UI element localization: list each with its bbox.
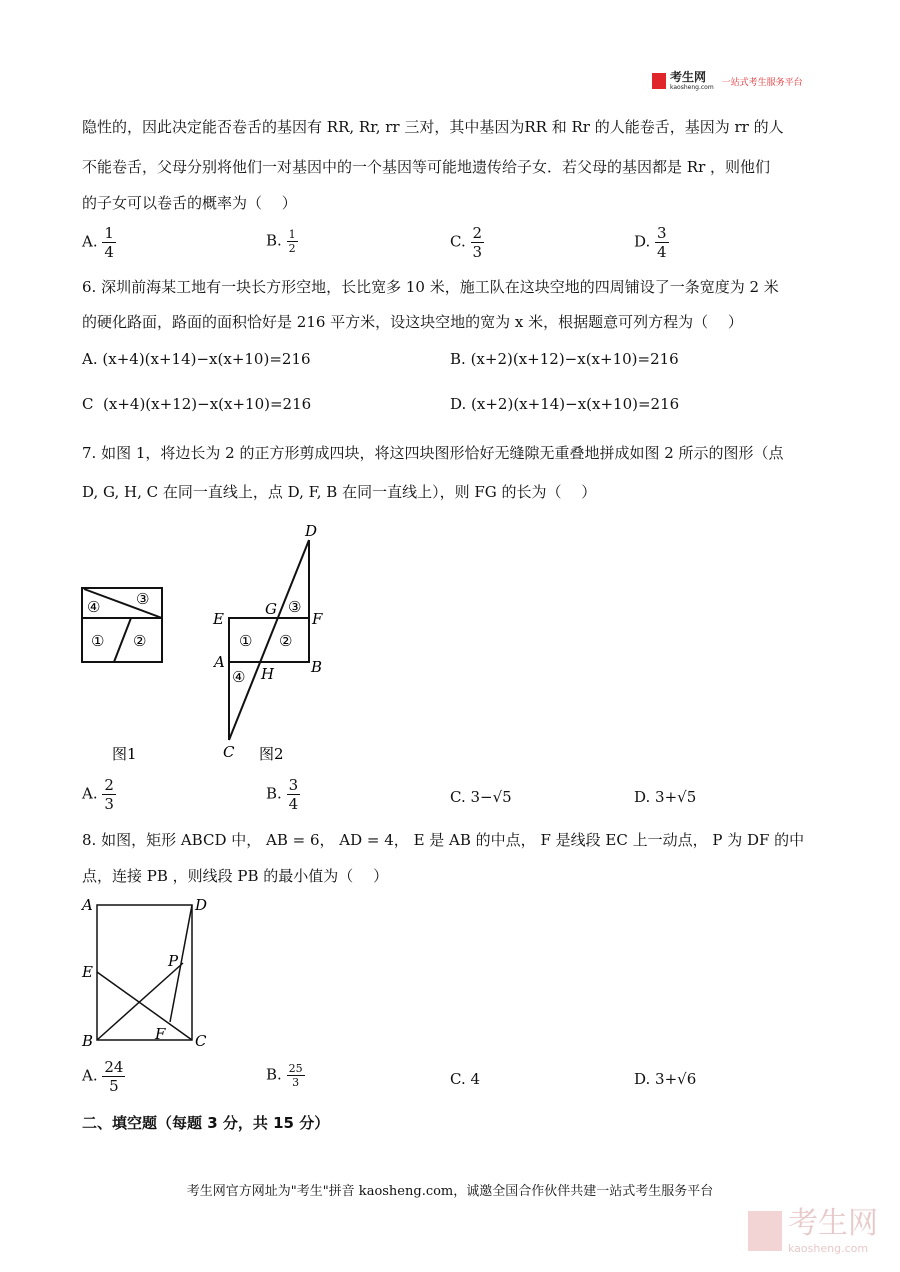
q8-line2: 点，连接 PB ，则线段 PB 的最小值为（ ）: [82, 867, 389, 885]
section-heading: 二、填空题（每题 3 分，共 15 分）: [82, 1114, 330, 1132]
q8-point-f: F: [155, 1025, 166, 1043]
fig1-piece-1: ①: [91, 632, 105, 650]
q5-line1: 隐性的，因此决定能否卷舌的基因有 RR, Rr, rr 三对，其中基因为RR 和 Rr 的人能卷舌，基因为 rr 的人: [82, 118, 784, 136]
fig2-caption: 图2: [259, 745, 284, 763]
numerator: 3: [657, 224, 667, 242]
q5-line2: 不能卷舌，父母分别将他们一对基因中的一个基因等可能地遗传给子女．若父母的基因都是 Rr ，则他们: [82, 158, 771, 176]
numerator: 2: [472, 224, 483, 242]
denominator: 3: [104, 795, 114, 813]
q6-line1: 6. 深圳前海某工地有一块长方形空地，长比宽多 10 米，施工队在这块空地的四周铺设了一条宽度为 2 米: [82, 278, 779, 296]
q8-option-b[interactable]: [266, 1062, 305, 1089]
q6-line2: 的硬化路面，路面的面积恰好是 216 平方米，设这块空地的宽为 x 米，根据题意可列方程为（ ）: [82, 313, 743, 331]
option-label: D.: [634, 1070, 651, 1088]
q8-option-c[interactable]: [450, 1070, 480, 1088]
fig1-piece-3: ③: [136, 590, 150, 608]
option-label: B.: [266, 231, 282, 250]
option-label: A.: [82, 1066, 98, 1085]
numerator: 24: [104, 1058, 124, 1076]
option-text: (x+4)(x+12)−x(x+10)=216: [103, 395, 312, 413]
fig2-piece-2: ②: [279, 632, 293, 650]
option-label: D.: [634, 232, 651, 251]
point-h: H: [261, 665, 275, 683]
q7-option-c[interactable]: [450, 788, 512, 806]
q7-line1: 7. 如图 1，将边长为 2 的正方形剪成四块，将这四块图形恰好无缝隙无重叠地拼成如图 2 所示的图形（点: [82, 444, 784, 462]
fig2-piece-3: ③: [288, 598, 302, 616]
option-text: 3+√6: [655, 1070, 697, 1088]
denominator: 2: [288, 242, 296, 255]
logo-domain: kaosheng.com: [670, 84, 714, 91]
point-e: E: [213, 610, 224, 628]
q7-line2: D, G, H, C 在同一直线上，点 D, F, B 在同一直线上），则 FG 的长为（ ）: [82, 483, 597, 501]
watermark-logo-icon: [748, 1211, 782, 1251]
option-label: C.: [450, 1070, 466, 1088]
fig1-piece-4: ④: [87, 598, 101, 616]
q8-option-d[interactable]: [634, 1070, 696, 1088]
q5-line3: 的子女可以卷舌的概率为（ ）: [82, 194, 297, 212]
option-label: C.: [450, 788, 466, 806]
option-label: B.: [266, 784, 282, 803]
option-text: (x+4)(x+14)−x(x+10)=216: [102, 350, 311, 368]
fig1-caption: 图1: [112, 745, 137, 763]
logo-name: 考生网: [670, 70, 707, 84]
option-label: D.: [450, 395, 467, 413]
point-b: B: [311, 658, 323, 676]
point-f: F: [312, 610, 323, 628]
q8-point-a: A: [82, 896, 93, 914]
watermark: [748, 1206, 878, 1256]
fig1-piece-2: ②: [133, 632, 147, 650]
denominator: 3: [472, 243, 483, 261]
option-text: 3−√5: [470, 788, 512, 806]
q8-option-a[interactable]: [82, 1058, 125, 1095]
q8-line1: 8. 如图，矩形 ABCD 中， AB = 6， AD = 4， E 是 AB 的中点， F 是线段 EC 上一动点， P 为 DF 的中: [82, 831, 805, 849]
q8-point-b: B: [82, 1032, 94, 1050]
q8-point-e: E: [82, 963, 93, 981]
option-text: 4: [470, 1070, 481, 1088]
option-label: A.: [82, 232, 98, 251]
point-a: A: [214, 653, 225, 671]
denominator: 5: [109, 1077, 119, 1095]
option-label: B.: [266, 1065, 282, 1084]
option-label: A.: [82, 784, 98, 803]
q8-point-c: C: [195, 1032, 207, 1050]
option-text: 3+√5: [655, 788, 697, 806]
watermark-name: 考生网: [788, 1206, 878, 1241]
denominator: 4: [657, 243, 667, 261]
fig2-piece-4: ④: [232, 668, 246, 686]
figure-q8: [97, 905, 192, 1040]
point-d: D: [305, 522, 318, 540]
option-label: B.: [450, 350, 466, 368]
watermark-domain: kaosheng.com: [788, 1242, 869, 1255]
q8-point-p: P: [168, 952, 179, 970]
denominator: 3: [292, 1076, 300, 1089]
numerator: 1: [104, 224, 114, 242]
q7-option-a[interactable]: [82, 776, 116, 813]
q8-point-d: D: [195, 896, 208, 914]
numerator: 3: [288, 776, 299, 794]
option-text: (x+2)(x+12)−x(x+10)=216: [470, 350, 679, 368]
q7-option-d[interactable]: [634, 788, 696, 806]
option-label: C.: [450, 232, 466, 251]
fig2-piece-1: ①: [239, 632, 253, 650]
option-label: A.: [82, 350, 98, 368]
numerator: 25: [288, 1062, 303, 1075]
numerator: 2: [104, 776, 114, 794]
q7-option-b[interactable]: [266, 776, 300, 813]
header-slogan: 一站式考生服务平台: [721, 77, 803, 88]
denominator: 4: [288, 795, 299, 813]
footer-text: 考生网官方网址为"考生"拼音 kaosheng.com，诚邀全国合作伙伴共建一站式考生服务平台: [186, 1184, 714, 1199]
numerator: 1: [288, 228, 296, 241]
point-g: G: [265, 600, 277, 618]
option-label: D.: [634, 788, 651, 806]
option-label: C: [82, 395, 94, 413]
denominator: 4: [104, 243, 114, 261]
point-c: C: [223, 743, 235, 761]
option-text: (x+2)(x+14)−x(x+10)=216: [471, 395, 680, 413]
